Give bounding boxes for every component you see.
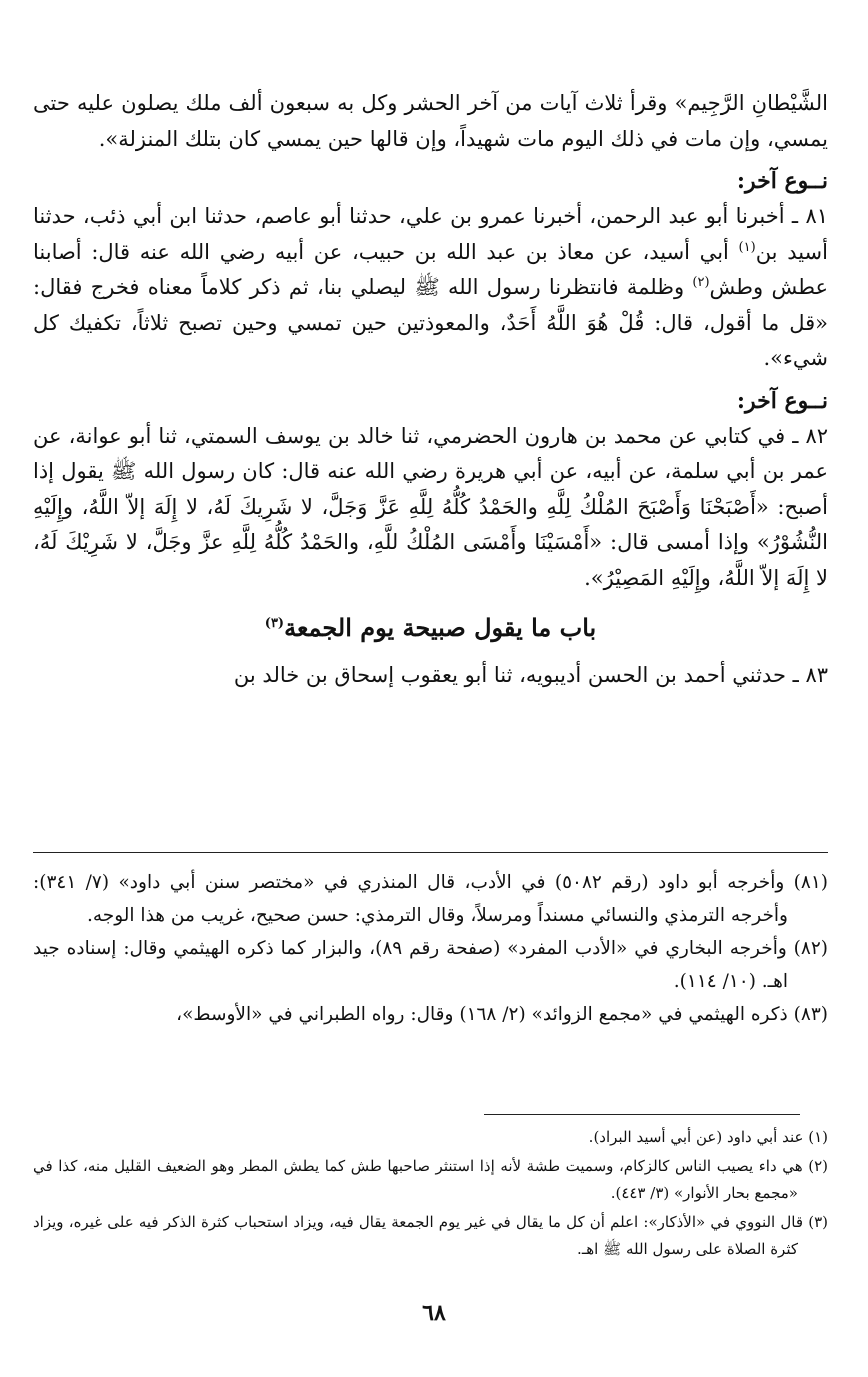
hadith-notes <box>33 866 828 1031</box>
paragraph-hadith-81 <box>33 199 828 377</box>
chapter-title <box>33 608 828 648</box>
chapter-title-text: باب ما يقول صبيحة يوم الجمعة <box>284 613 597 642</box>
footnote-1: (١) عند أبي داود (عن أبي أسيد البراد). <box>588 1128 828 1146</box>
paragraph-hadith-82: ٨٢ ـ في كتابي عن محمد بن هارون الحضرمي، ثنا خالد بن يوسف السمتي، ثنا أبو عوانة، عن عمر بن أبي سلمة، عن أبيه، عن أبي هريرة رضي الله عنه قال: كان رسول الله ﷺ يقول إذا أصبح: «أَصْبَحْنَا وَأَصْبَحَ المُلْكُ لِلَّهِ والحَمْدُ كُلُّهُ لِلَّهِ عَزَّ وَجَلَّ، لا شَرِيكَ لَهُ، لا إِلَهَ إلاّ اللَّهُ، وإِلَيْهِ النُّشُوْرُ» وإذا أمسى قال: «أَمْسَيْنَا وأَمْسَى المُلْكُ للَّهِ، والحَمْدُ كُلُّهُ لِلَّهِ عزَّ وجَلَّ، لا شَرِيْكَ لَهُ، لا إِلَهَ إلاّ اللَّهُ، وإِلَيْهِ المَصِيْرُ». <box>33 423 828 590</box>
section-heading-1: نــوع آخر: <box>736 168 828 194</box>
footnote-3: (٣) قال النووي في «الأذكار»: اعلم أن كل ما يقال في غير يوم الجمعة يقال فيه، ويزاد استحباب كثرة الذكر فيه على غيره، ويزاد كثرة الصلاة على رسول الله ﷺ اهـ. <box>33 1213 828 1258</box>
footnotes <box>33 1124 828 1265</box>
footnote-ref-3: (٣) <box>264 616 285 631</box>
footnote-ref-2: (٢) <box>692 275 710 290</box>
hadith-81-text-c: وظلمة فانتظرنا رسول الله ﷺ ليصلي بنا، ثم ذكر كلاماً معناه فخرج فقال: «قل ما أقول، قال: قُلْ هُوَ اللَّهُ أَحَدٌ، والمعوذتين حين تمسي وحين تصبح ثلاثاً، تكفيك كل شيء». <box>33 275 828 370</box>
hadith-81-text-a: ٨١ ـ أخبرنا أبو عبد الرحمن، أخبرنا عمرو بن علي، حدثنا أبو عاصم، حدثنا ابن أبي ذئب، حدثنا أسيد بن <box>33 204 828 264</box>
main-text <box>33 86 828 694</box>
footnote-2: (٢) هي داء يصيب الناس كالزكام، وسميت طشة لأنه إذا استنثر صاحبها طش كما يطش المطر وهو الضعيف القليل منه، كذا في «مجمع بحار الأنوار» (٣/ ٤٤٣). <box>33 1157 828 1202</box>
footnote-ref-1: (١) <box>738 239 756 255</box>
page-number: ٦٨ <box>422 1300 446 1326</box>
paragraph-hadith-83: ٨٣ ـ حدثني أحمد بن الحسن أديبويه، ثنا أبو يعقوب إسحاق بن خالد بن <box>233 663 828 687</box>
paragraph-continuation: الشَّيْطانِ الرَّجِيم» وقرأ ثلاث آيات من آخر الحشر وكل به سبعون ألف ملك يصلون عليه حتى يمسي، وإن مات في ذلك اليوم مات شهيداً، وإن قالها حين يمسي كان بتلك المنزلة». <box>33 91 828 151</box>
hadith-81-text-b: أبي أسيد، عن معاذ بن عبد الله بن حبيب، عن أبيه رضي الله عنه قال: أصابنا عطش وطش <box>33 239 828 299</box>
section-heading-2: نــوع آخر: <box>736 387 828 414</box>
note-81: (٨١) وأخرجه أبو داود (رقم ٥٠٨٢) في الأدب، قال المنذري في «مختصر سنن أبي داود» (٧/ ٣٤١): وأخرجه الترمذي والنسائي مسنداً ومرسلاً، وقال الترمذي: حسن صحيح، غريب من هذا الوجه. <box>33 872 828 926</box>
note-83: (٨٣) ذكره الهيثمي في «مجمع الزوائد» (٢/ ١٦٨) وقال: رواه الطبراني في «الأوسط»، <box>176 1004 828 1025</box>
notes-divider <box>33 852 828 853</box>
note-82: (٨٢) وأخرجه البخاري في «الأدب المفرد» (صفحة رقم ٨٩)، والبزار كما ذكره الهيثمي وقال: إسناده جيد اهـ. (١٠/ ١١٤). <box>33 938 828 992</box>
footnotes-divider <box>484 1114 800 1115</box>
